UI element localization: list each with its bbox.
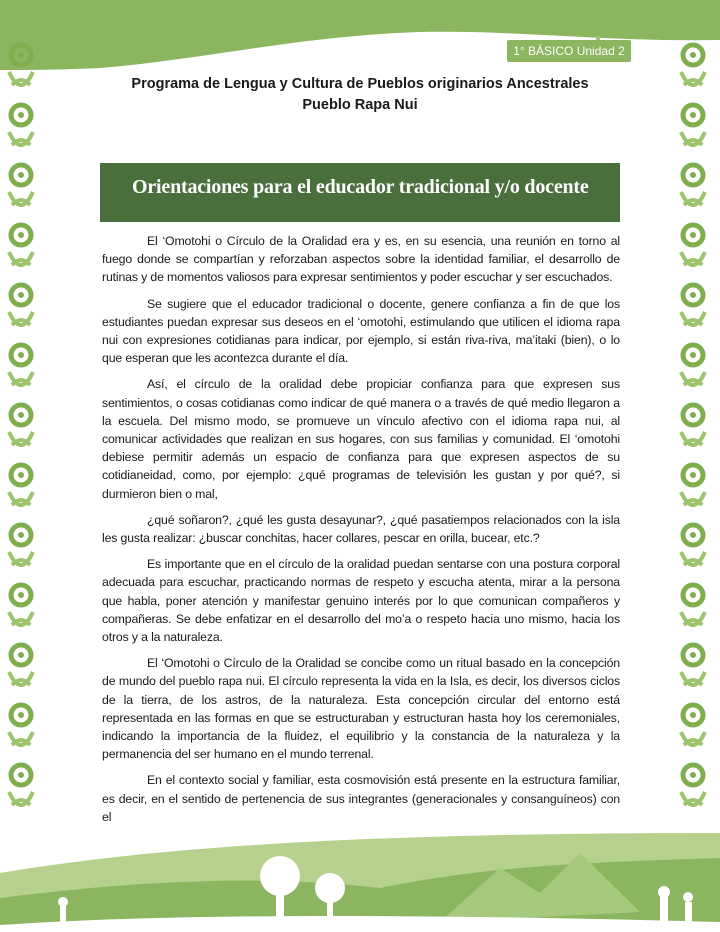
paragraph: ¿qué soñaron?, ¿qué les gusta desayunar?, ¿qué pasatiempos relacionados con la isla les gusta realizar: ¿buscar conchitas, hacer collares, pescar en orilla, bucear, etc.? (102, 512, 620, 546)
paragraph: El ‘Omotohi o Círculo de la Oralidad era y es, en su esencia, una reunión en torno al fuego donde se compartían y reforzaban aspectos sobre la identidad familiar, el desarrollo de rutinas y de momentos valiosos para expresar sentimientos y poder escuchar y ser escuchados. (102, 234, 620, 285)
section-title-bar (100, 163, 620, 222)
paragraph: Así, el círculo de la oralidad debe propiciar confianza para que expresen sus sentimientos, o cosas cotidianas como indicar de qué manera o a través de qué medio llegaron a la escuela. Del mismo modo, se promueve un vínculo afectivo con el idioma rapa nui, al comunicar actividades que realizan en sus hogares, con sus familias y comunidad. El ‘omotohi debiese permitir además un espacio de confianza para que expresen aspectos de su cotidianeidad, como, por ejemplo: ¿qué programas de televisión les gustan y por qué?, si durmieron bien o mal, (102, 377, 620, 501)
paragraph: Es importante que en el círculo de la oralidad puedan sentarse con una postura corporal adecuada para escuchar, practicando normas de respeto y escucha atenta, mirar a la persona que habla, poner atención y manifestar genuino interés por lo que comunican compañeros y compañeras. Se debe enfatizar en el desarrollo del mo’a o respeto hacia uno mismo, hacia los otros y a la naturaleza. (102, 557, 620, 645)
right-ornament-border (676, 40, 710, 810)
section-title: Orientaciones para el educador tradicional y/o docente (132, 176, 589, 198)
body-text (102, 232, 620, 834)
left-ornament-border (4, 40, 38, 810)
paragraph: Se sugiere que el educador tradicional o docente, genere confianza a fin de que los estudiantes puedan expresar sus deseos en el ‘omotohi, estimulando que utilicen el idioma rapa nui con expresiones cotidianas para indicar, por ejemplo, si están riva-riva, ma’itaki (bien), o lo que esperan que les acontezca durante el día. (102, 296, 620, 366)
unit-badge: 1° BÁSICO Unidad 2 (507, 40, 631, 62)
program-title: Programa de Lengua y Cultura de Pueblos originarios Ancestrales (131, 76, 589, 92)
people-subtitle: Pueblo Rapa Nui (302, 97, 418, 113)
paragraph: El ‘Omotohi o Círculo de la Oralidad se concibe como un ritual basado en la concepción de mundo del pueblo rapa nui. El círculo representa la vida en la Isla, es decir, los diversos ciclos de la tierra, de los astros, de la naturaleza. Esta concepción circular del entorno está representada en las formas en que se estructuraban y estructuran hasta hoy los ceremoniales, indicando la importancia de la fluidez, el equilibrio y la constancia de la naturaleza y la permanencia del ser humano en el mundo terrenal. (102, 656, 620, 762)
footer-landscape-illustration (0, 818, 720, 932)
paragraph: En el contexto social y familiar, esta cosmovisión está presente en la estructura familiar, es decir, en el sentido de pertenencia de sus integrantes (generacionales y consanguíneos) con el (102, 773, 620, 824)
